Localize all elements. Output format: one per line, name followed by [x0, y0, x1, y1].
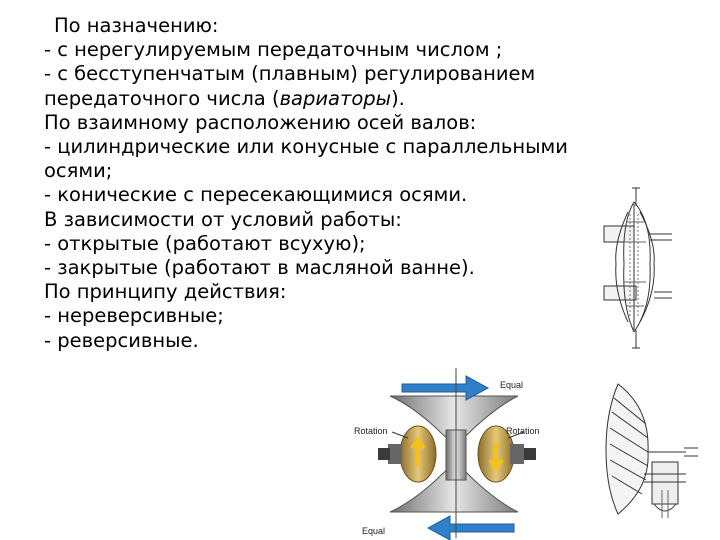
list-item: - реверсивные.: [44, 328, 199, 352]
rotation-label-left: Rotation: [354, 426, 388, 436]
conical-variator-drawing: [592, 378, 704, 524]
pulley-variator-drawing: [600, 182, 680, 352]
list-item: - конические с пересекающимися осями.: [44, 183, 468, 207]
list-item: - открытые (работают всухую);: [44, 231, 366, 255]
list-item-continuation: осями;: [44, 159, 113, 183]
equal-label-bottom: Equal: [362, 526, 386, 536]
variators-term: вариаторы: [279, 86, 392, 110]
list-item: - с нерегулируемым передаточным числом ;: [44, 38, 503, 62]
list-item: - цилиндрические или конусные с параллельными: [44, 135, 568, 159]
list-item: - с бесступенчатым (плавным) регулированием: [44, 62, 536, 86]
text-block: [44, 14, 644, 353]
line-text: передаточного числа (: [44, 86, 280, 110]
line-text: ).: [391, 86, 405, 110]
heading-axes: По взаимному расположению осей валов:: [44, 110, 477, 134]
equal-label-top: Equal: [500, 380, 524, 390]
heading-conditions: В зависимости от условий работы:: [44, 207, 402, 231]
toroidal-variator-figure: [348, 366, 566, 540]
heading-principle: По принципу действия:: [44, 280, 287, 304]
list-item: - закрытые (работают в масляной ванне).: [44, 256, 475, 280]
list-item: - нереверсивные;: [44, 304, 224, 328]
heading-purpose: По назначению:: [54, 14, 219, 37]
rotation-label-right: Rotation: [506, 426, 540, 436]
list-item-continuation: [44, 87, 644, 111]
